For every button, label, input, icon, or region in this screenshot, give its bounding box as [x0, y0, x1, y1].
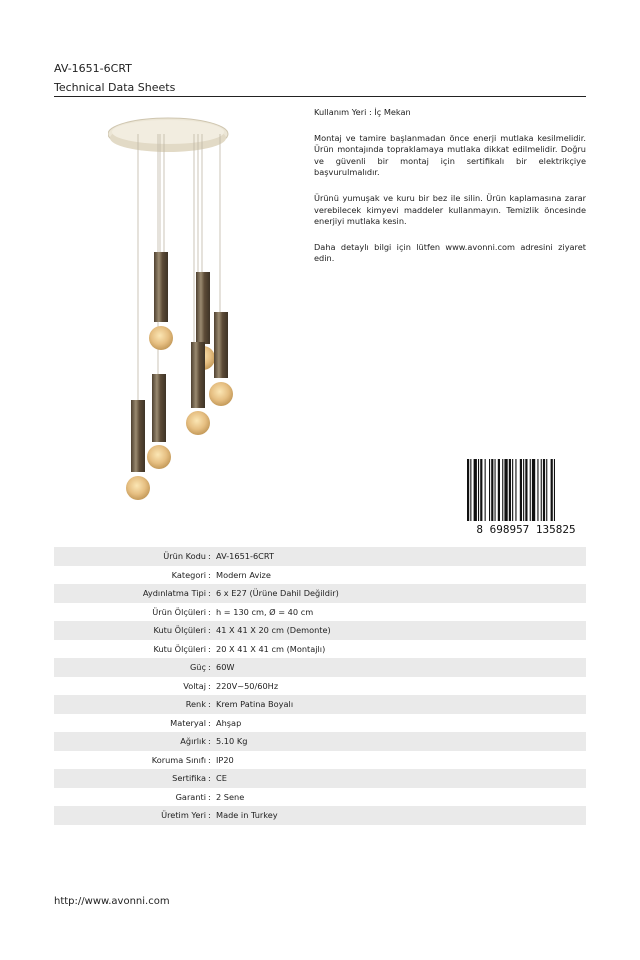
product-code-title: AV-1651-6CRT: [54, 62, 132, 75]
spec-value: CE: [216, 773, 227, 784]
spec-row: [54, 695, 586, 714]
spec-value: 5.10 Kg: [216, 736, 248, 747]
spec-row: [54, 677, 586, 696]
spec-value: 60W: [216, 662, 235, 673]
spec-separator: :: [208, 699, 211, 710]
spec-label: Sertifika: [172, 773, 206, 784]
spec-label: Kategori: [171, 569, 206, 580]
spec-label: Garanti: [175, 791, 206, 802]
spec-separator: :: [208, 791, 211, 802]
barcode: [466, 459, 586, 535]
spec-label: Üretim Yeri: [161, 810, 206, 821]
usage-location: Kullanım Yeri : İç Mekan: [314, 107, 411, 117]
product-image: [108, 112, 248, 512]
spec-separator: :: [208, 662, 211, 673]
spec-separator: :: [208, 588, 211, 599]
spec-row: [54, 769, 586, 788]
spec-separator: :: [208, 754, 211, 765]
spec-row: [54, 547, 586, 566]
spec-label: Materyal: [170, 717, 206, 728]
mounting-warning: Montaj ve tamire başlanmadan önce enerji mutlaka kesilmelidir. Ürün montajında topraklamaya mutlaka dikkat edilmelidir. Doğru ve güvenli bir montaj için sertifikalı bir elektrikçiye başvurulmalıdır.: [314, 132, 586, 178]
spec-label: Kutu Ölçüleri: [153, 643, 206, 654]
spec-row: [54, 751, 586, 770]
spec-value: 41 X 41 X 20 cm (Demonte): [216, 625, 331, 636]
spec-value: 220V~50/60Hz: [216, 680, 279, 691]
spec-label: Güç: [189, 662, 206, 673]
spec-value: h = 130 cm, Ø = 40 cm: [216, 606, 314, 617]
spec-value: Ahşap: [216, 717, 242, 728]
spec-label: Renk: [185, 699, 206, 710]
cleaning-instructions: Ürünü yumuşak ve kuru bir bez ile silin. Ürün kaplamasına zarar verebilecek kimyevi maddeler kullanmayın. Temizlik öncesinde enerjiyi mutlaka kesin.: [314, 192, 586, 227]
spec-label: Aydınlatma Tipi: [142, 588, 206, 599]
spec-separator: :: [208, 625, 211, 636]
spec-separator: :: [208, 643, 211, 654]
spec-label: Ürün Kodu: [163, 551, 206, 562]
spec-separator: :: [208, 551, 211, 562]
spec-separator: :: [208, 680, 211, 691]
spec-value: 6 x E27 (Ürüne Dahil Değildir): [216, 588, 339, 599]
spec-row: [54, 788, 586, 807]
spec-separator: :: [208, 569, 211, 580]
spec-value: Modern Avize: [216, 569, 271, 580]
spec-separator: :: [208, 717, 211, 728]
usage-info: [314, 107, 586, 279]
spec-row: [54, 621, 586, 640]
spec-value: 2 Sene: [216, 791, 245, 802]
spec-row: [54, 806, 586, 825]
spec-row: [54, 566, 586, 585]
spec-separator: :: [208, 773, 211, 784]
spec-separator: :: [208, 810, 211, 821]
spec-value: Krem Patina Boyalı: [216, 699, 294, 710]
spec-label: Ürün Ölçüleri: [152, 606, 206, 617]
spec-value: AV-1651-6CRT: [216, 551, 274, 562]
spec-row: [54, 640, 586, 659]
sheet-subtitle: Technical Data Sheets: [54, 81, 176, 94]
spec-label: Kutu Ölçüleri: [153, 625, 206, 636]
more-info-note: Daha detaylı bilgi için lütfen www.avonni.com adresini ziyaret edin.: [314, 241, 586, 264]
footer-url[interactable]: http://www.avonni.com: [54, 896, 170, 907]
spec-row: [54, 714, 586, 733]
header-divider: [54, 96, 586, 97]
spec-row: [54, 732, 586, 751]
spec-value: 20 X 41 X 41 cm (Montajlı): [216, 643, 326, 654]
spec-separator: :: [208, 606, 211, 617]
barcode-digits: 8 698957 135825: [476, 523, 576, 535]
spec-row: [54, 603, 586, 622]
spec-separator: :: [208, 736, 211, 747]
spec-label: Voltaj: [183, 680, 206, 691]
spec-row: [54, 584, 586, 603]
spec-label: Koruma Sınıfı: [151, 754, 206, 765]
spec-value: IP20: [216, 754, 234, 765]
spec-value: Made in Turkey: [216, 810, 278, 821]
spec-table: [54, 547, 586, 825]
spec-row: [54, 658, 586, 677]
spec-label: Ağırlık: [180, 736, 206, 747]
